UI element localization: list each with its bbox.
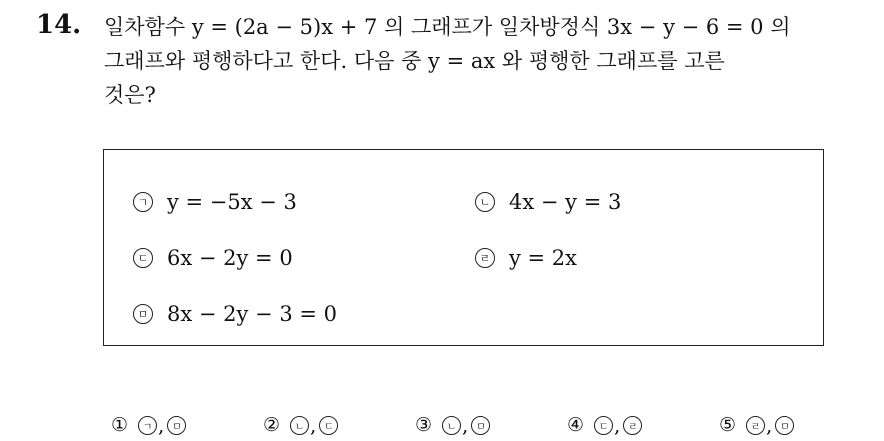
choice-pair <box>290 413 338 437</box>
answer-choices <box>0 413 884 439</box>
condition-item <box>475 190 621 214</box>
circled-label: ㄷ <box>594 416 613 435</box>
condition-item <box>133 190 297 214</box>
comma: , <box>310 413 317 437</box>
choice-number: ⑤ <box>719 414 737 436</box>
choice-pair <box>746 413 794 437</box>
circled-label: ㅁ <box>471 416 490 435</box>
comma: , <box>158 413 165 437</box>
circled-label: ㄴ <box>442 416 461 435</box>
answer-choice-4[interactable] <box>567 413 642 437</box>
circled-label: ㄴ <box>475 192 495 212</box>
condition-box <box>103 149 824 346</box>
answer-choice-3[interactable] <box>415 413 490 437</box>
stem-line-2: 그래프와 평행하다고 한다. 다음 중 y = ax 와 평행한 그래프를 고른 <box>104 49 725 73</box>
choice-pair <box>442 413 490 437</box>
circled-label: ㄱ <box>138 416 157 435</box>
circled-label: ㅁ <box>167 416 186 435</box>
equation: 4x − y = 3 <box>509 190 622 214</box>
equation: y = 2x <box>509 246 578 270</box>
stem-line-1: 일차함수 y = (2a − 5)x + 7 의 그래프가 일차방정식 3x − y − 6 = 0 의 <box>104 15 791 39</box>
comma: , <box>766 413 773 437</box>
question-number: 14. <box>36 10 82 40</box>
comma: , <box>462 413 469 437</box>
circled-label: ㅁ <box>133 304 153 324</box>
condition-item <box>133 302 337 326</box>
choice-number: ① <box>111 414 129 436</box>
condition-item <box>475 246 577 270</box>
equation: 6x − 2y = 0 <box>167 246 293 270</box>
answer-choice-2[interactable] <box>263 413 338 437</box>
circled-label: ㄱ <box>133 192 153 212</box>
comma: , <box>614 413 621 437</box>
circled-label: ㄷ <box>319 416 338 435</box>
circled-label: ㄹ <box>475 248 495 268</box>
equation: 8x − 2y − 3 = 0 <box>167 302 337 326</box>
answer-choice-1[interactable] <box>111 413 186 437</box>
choice-number: ② <box>263 414 281 436</box>
circled-label: ㄴ <box>290 416 309 435</box>
choice-number: ④ <box>567 414 585 436</box>
answer-choice-5[interactable] <box>719 413 794 437</box>
circled-label: ㄹ <box>623 416 642 435</box>
choice-pair <box>138 413 186 437</box>
choice-pair <box>594 413 642 437</box>
condition-item <box>133 246 293 270</box>
circled-label: ㄹ <box>746 416 765 435</box>
question-stem <box>104 10 874 112</box>
stem-line-3: 것은? <box>104 83 156 107</box>
circled-label: ㅁ <box>775 416 794 435</box>
choice-number: ③ <box>415 414 433 436</box>
circled-label: ㄷ <box>133 248 153 268</box>
equation: y = −5x − 3 <box>167 190 297 214</box>
